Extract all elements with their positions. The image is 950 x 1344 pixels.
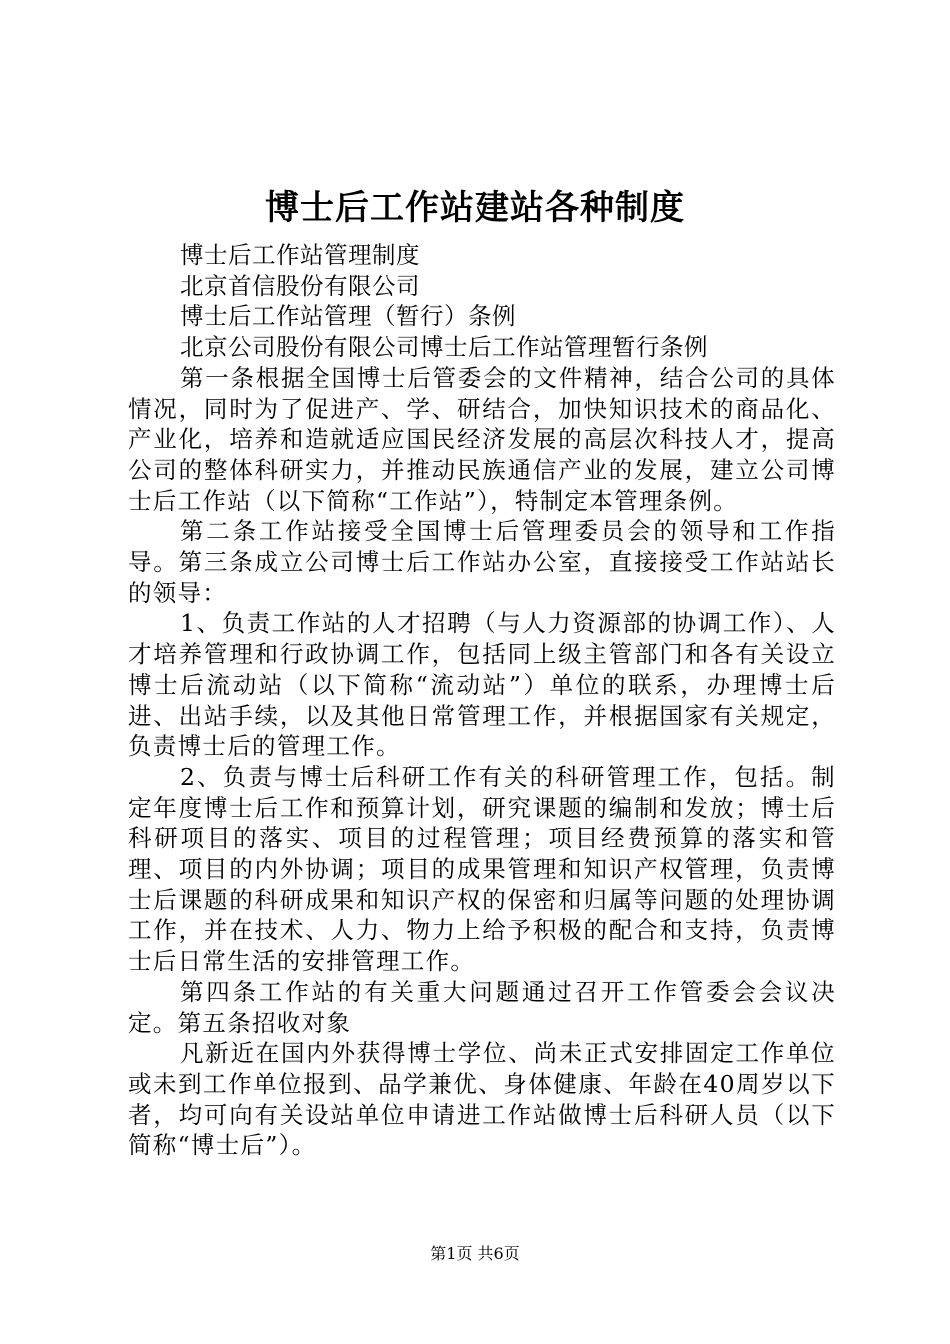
company-line: 北京首信股份有限公司 — [180, 271, 420, 300]
regulation-line: 博士后工作站管理（暂行）条例 — [180, 302, 516, 331]
paragraph-duty-1: 1、负责工作站的人才招聘（与人力资源部的协调工作）、人才培养管理和行政协调工作，包括同上级主管部门和各有关设立博士后流动站（以下简称“流动站”）单位的联系，办理博士后进、出站手续，以及其他日常管理工作，并根据国家有关规定，负责博士后的管理工作。 — [128, 609, 836, 761]
page-footer: 第1页 共6页 — [430, 1244, 520, 1263]
paragraph-article-1: 第一条根据全国博士后管委会的文件精神，结合公司的具体情况，同时为了促进产、学、研结合，加快知识技术的商品化、产业化，培养和造就适应国民经济发展的高层次科技人才，提高公司的整体科研实力，并推动民族通信产业的发展，建立公司博士后工作站（以下简称“工作站”），特制定本管理条例。 — [128, 363, 836, 515]
subtitle-line: 博士后工作站管理制度 — [180, 241, 420, 269]
paragraph-article-2-3: 第二条工作站接受全国博士后管理委员会的领导和工作指导。第三条成立公司博士后工作站办公室，直接接受工作站站长的领导： — [128, 517, 836, 607]
paragraph-eligibility: 凡新近在国内外获得博士学位、尚未正式安排固定工作单位或未到工作单位报到、品学兼优、身体健康、年龄在40周岁以下者，均可向有关设站单位申请进工作站做博士后科研人员（以下简称“博士后”）。 — [128, 1039, 836, 1160]
paragraph-duty-2: 2、负责与博士后科研工作有关的科研管理工作，包括。制定年度博士后工作和预算计划，研究课题的编制和发放；博士后科研项目的落实、项目的过程管理；项目经费预算的落实和管理、项目的内外协调；项目的成果管理和知识产权管理，负责博士后课题的科研成果和知识产权的保密和归属等问题的处理协调工作，并在技术、人力、物力上给予积极的配合和支持，负责博士后日常生活的安排管理工作。 — [128, 762, 836, 976]
document-title: 博士后工作站建站各种制度 — [265, 188, 685, 228]
regulation-full-title: 北京公司股份有限公司博士后工作站管理暂行条例 — [180, 333, 708, 362]
document-body — [128, 240, 836, 1161]
paragraph-article-4-5: 第四条工作站的有关重大问题通过召开工作管委会会议决定。第五条招收对象 — [128, 977, 836, 1037]
